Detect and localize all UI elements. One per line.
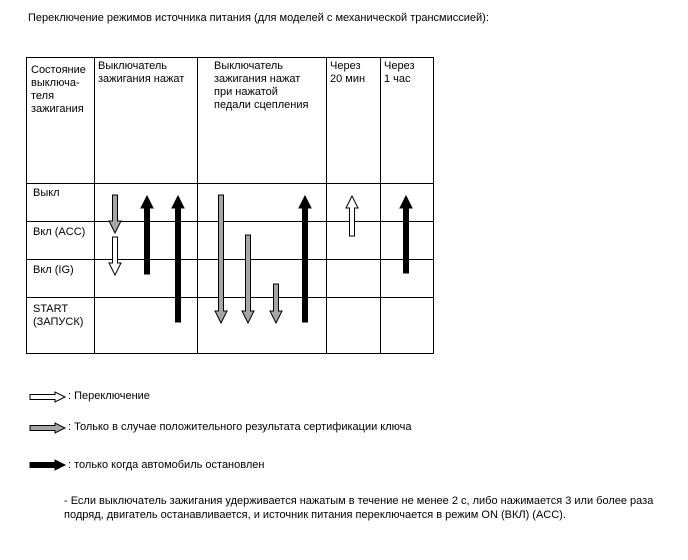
legend-label-stopped: : только когда автомобиль остановлен [68, 459, 265, 471]
legend-arrows [30, 392, 65, 470]
transition-arrow-stopped [141, 196, 153, 274]
header-switch-pressed: Выключатель зажигания нажат [98, 60, 185, 85]
header-switch-state: Состояние выключа- теля зажигания [31, 64, 86, 115]
legend-arrow-certification [30, 423, 65, 433]
transition-arrow-stopped [400, 196, 412, 273]
transition-arrow-certification [270, 284, 282, 323]
transition-arrow-certification [109, 195, 121, 233]
header-after-1-hour: Через 1 час [384, 60, 415, 85]
footnote: - Если выключатель зажигания удерживается нажатым в течение не менее 2 с, либо нажимается 3 или более раза подряд, двигатель останавливается, и источник питания переключается в режим ON (ВКЛ) (ACC). [64, 495, 654, 521]
legend-arrow-stopped [30, 460, 65, 470]
row-label-start: START (ЗАПУСК) [33, 303, 84, 328]
page-title: Переключение режимов источника питания (для моделей с механической трансмиссией): [28, 12, 489, 24]
transition-arrow-switch [346, 196, 358, 236]
header-switch-pressed-clutch: Выключатель зажигания нажат при нажатой педали сцепления [214, 60, 309, 111]
legend-label-switch: : Переключение [68, 390, 150, 402]
header-after-20-min: Через 20 мин [330, 60, 366, 85]
row-label-acc: Вкл (ACC) [33, 226, 86, 238]
row-label-off: Выкл [33, 187, 60, 199]
transition-arrow-switch [109, 237, 121, 275]
legend-arrow-switch [30, 392, 65, 402]
legend-label-certification: : Только в случае положительного результата сертификации ключа [68, 421, 412, 433]
row-label-ig: Вкл (IG) [33, 264, 74, 276]
transition-arrow-certification [242, 235, 254, 323]
